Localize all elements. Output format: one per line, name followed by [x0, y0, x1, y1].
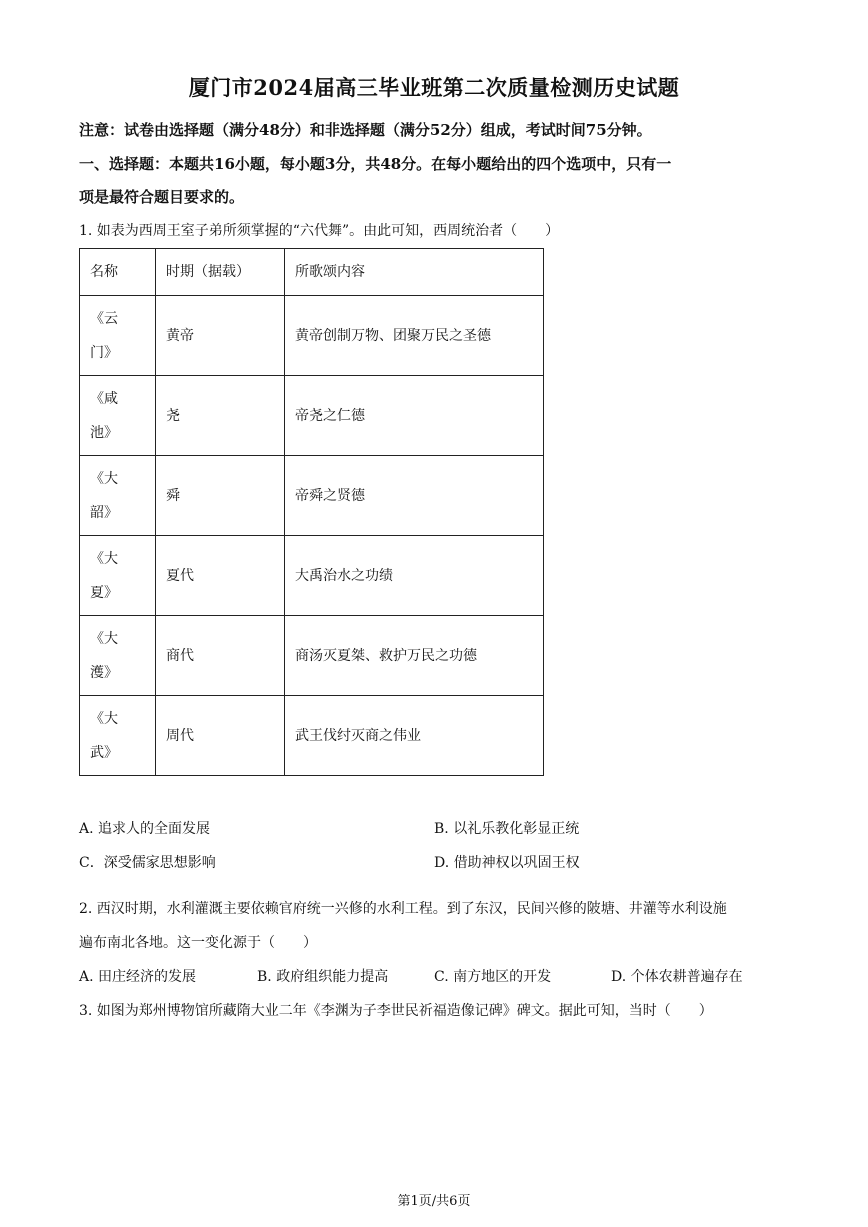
table-header-row [80, 249, 544, 296]
dance-name-part: 《大 [90, 710, 118, 727]
content-cell: 黄帝创制万物、团聚万民之圣德 [285, 296, 544, 376]
dance-name-cell [80, 456, 156, 536]
six-dances-table [79, 248, 544, 776]
q1-option-c: C．深受儒家思想影响 [79, 855, 216, 871]
question-3-stem: 3. 如图为郑州博物馆所藏隋大业二年《李渊为子李世民祈福造像记碑》碑文。据此可知，当时（ ） [79, 1003, 713, 1019]
question-2-stem-line2: 遍布南北各地。这一变化源于（ ） [79, 935, 317, 951]
table-row [80, 296, 544, 376]
content-cell: 大禹治水之功绩 [285, 536, 544, 616]
dance-name-cell [80, 536, 156, 616]
dance-name-cell [80, 296, 156, 376]
dance-name-part: 《大 [90, 470, 118, 487]
dance-name-part: 武》 [90, 744, 118, 761]
period-cell: 周代 [156, 696, 285, 776]
content-cell: 商汤灭夏桀、救护万民之功德 [285, 616, 544, 696]
q2-option-a: A. 田庄经济的发展 [79, 969, 197, 985]
q2-option-b: B. 政府组织能力提高 [257, 969, 389, 985]
dance-name-part: 《咸 [90, 390, 118, 407]
page-number: 第1页/共6页 [397, 1194, 471, 1209]
content-cell: 帝舜之贤德 [285, 456, 544, 536]
dance-name-part: 韶》 [90, 504, 118, 521]
table-header-cell: 时期（据载） [156, 249, 285, 296]
dance-name-cell [80, 376, 156, 456]
q1-option-d: D. 借助神权以巩固王权 [434, 855, 580, 871]
dance-name-part: 夏》 [90, 584, 118, 601]
q1-option-a: A. 追求人的全面发展 [79, 821, 211, 837]
content-cell: 武王伐纣灭商之伟业 [285, 696, 544, 776]
table-header-cell: 所歌颂内容 [285, 249, 544, 296]
q2-option-c: C. 南方地区的开发 [434, 969, 552, 985]
period-cell: 黄帝 [156, 296, 285, 376]
table-row [80, 696, 544, 776]
dance-name-part: 池》 [90, 424, 118, 441]
period-cell: 商代 [156, 616, 285, 696]
period-cell: 夏代 [156, 536, 285, 616]
dance-name-cell [80, 616, 156, 696]
period-cell: 舜 [156, 456, 285, 536]
page-title: 厦门市2024届高三毕业班第二次质量检测历史试题 [188, 75, 680, 100]
question-1-stem: 1. 如表为西周王室子弟所须掌握的“六代舞”。由此可知，西周统治者（ ） [79, 223, 560, 239]
dance-name-cell [80, 696, 156, 776]
dance-name-part: 门》 [90, 344, 118, 361]
exam-notice: 注意：试卷由选择题（满分48分）和非选择题（满分52分）组成，考试时间75分钟。 [79, 121, 652, 139]
content-cell: 帝尧之仁德 [285, 376, 544, 456]
dance-name-part: 《大 [90, 630, 118, 647]
dance-name-part: 濩》 [90, 664, 118, 681]
dance-name-part: 《云 [90, 310, 118, 327]
table-header-cell: 名称 [80, 249, 156, 296]
table-row [80, 616, 544, 696]
q2-option-d: D. 个体农耕普遍存在 [611, 969, 743, 985]
table-row [80, 376, 544, 456]
section-instruction-line2: 项是最符合题目要求的。 [79, 188, 245, 206]
dance-name-part: 《大 [90, 550, 118, 567]
q1-option-b: B. 以礼乐教化彰显正统 [434, 821, 580, 837]
period-cell: 尧 [156, 376, 285, 456]
table-row [80, 456, 544, 536]
question-2-stem-line1: 2. 西汉时期，水利灌溉主要依赖官府统一兴修的水利工程。到了东汉，民间兴修的陂塘、井灌等水利设施 [79, 901, 727, 917]
table-row [80, 536, 544, 616]
section-instruction-line1: 一、选择题：本题共16小题，每小题3分，共48分。在每小题给出的四个选项中，只有一 [79, 155, 672, 173]
